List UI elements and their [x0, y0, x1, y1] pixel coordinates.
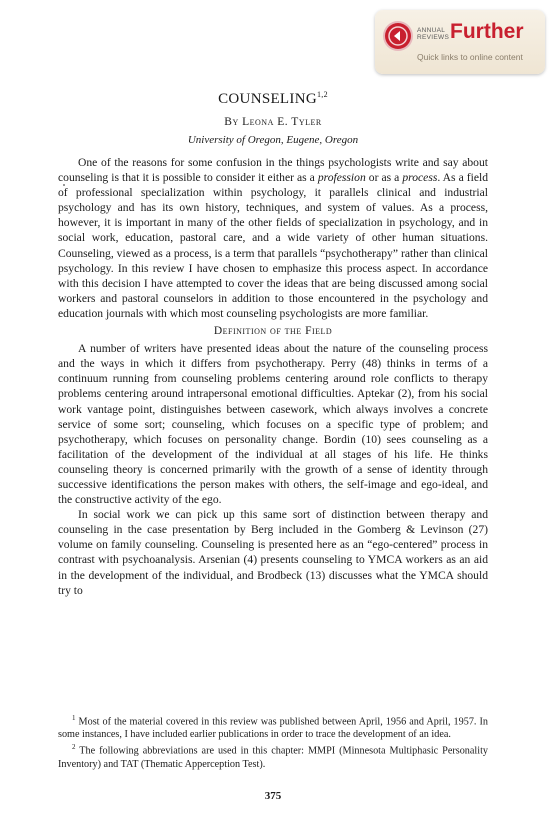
- further-badge[interactable]: [375, 10, 545, 74]
- badge-subtitle: Quick links to online content: [417, 52, 523, 62]
- article-title: [58, 90, 488, 108]
- page-number: 375: [264, 790, 282, 802]
- title-footnote-marks: 1,2: [316, 90, 328, 99]
- article-body: [58, 155, 488, 598]
- paragraph-intro-part-2: or as a: [365, 171, 403, 185]
- emphasis-process: process: [402, 171, 438, 185]
- badge-further-label: Further: [450, 20, 524, 43]
- footnote-2-mark: 2: [72, 743, 76, 752]
- footnote-2: [58, 741, 488, 770]
- badge-annual-label: ANNUAL: [417, 27, 446, 34]
- paragraph-intro-part-1: One of the reasons for some confusion in the things psychologists write and say about counseling is that it is possible to consider it either as a: [58, 156, 488, 185]
- footnote-1: [58, 712, 488, 741]
- badge-reviews-label: REVIEWS: [417, 34, 450, 41]
- article-title-text: COUNSELING: [218, 91, 317, 107]
- play-arrow-icon: [385, 23, 411, 49]
- footnotes: [58, 712, 488, 771]
- article-affiliation: University of Oregon, Eugene, Oregon: [187, 134, 359, 146]
- footnote-1-mark: 1: [72, 714, 76, 722]
- article-author: By Leona E. Tyler: [224, 116, 322, 128]
- footnote-1-text: Most of the material covered in this review was published between April, 1956 and April, 1957. In some instances, I have included earlier publications in order to trace the development of an idea.: [58, 716, 488, 741]
- paragraph-definition: A number of writers have presented ideas about the nature of the counseling process and the ways in which it differs from psychotherapy. Perry (48) thinks in terms of a continuum running from counseling problems centering around role conflicts to therapy problems centering around intrapersonal emotional difficulties. Aptekar (2), from his social work vantage point, distinguishes between casework, which always involves a concrete service of some sort; counseling, which focuses on a specific type of problem; and psychotherapy, which focuses on personality change. Bordin (10) sees counseling as a facilitation of the development of the individual at all stages of his life. He thinks counseling theory is concerned primarily with the growth of a sense of identity through successive identifications the person makes with others, the self-image and ego-ideal, and the constructive activity of the ego.: [58, 342, 488, 507]
- paragraph-social-work: In social work we can pick up this same sort of distinction between therapy and counseling in the case presentation by Berg included in the Gomberg & Levinson (27) volume on family counseling. Counseling is presented here as an “ego-centered” process in contrast with psychoanalysis. Arsenian (4) presents counseling to YMCA workers as an aid in the development of the individual, and Brodbeck (13) discusses what the YMCA should try to: [58, 508, 488, 597]
- paragraph-intro: [58, 155, 488, 321]
- section-heading: Definition of the Field: [213, 325, 333, 338]
- paragraph-intro-part-3: . As a field of professional specialization within psychology, it parallels clinical and industrial psychology and has its own history, techniques, and system of values. As a process, however, it is important in many of the other fields of specialization in psychology, and in social work, education, pastoral care, and a wide variety of other human situations. Counseling, viewed as a process, is a term that parallels “psychotherapy” rather than clinical psychology. In this review I have chosen to emphasize this process aspect. In accordance with this decision I have attempted to cover the ideas that are being discussed among social workers and pastoral counselors in addition to those encountered in the psychology and education journals with which most counseling psychologists are more familiar.: [58, 171, 488, 320]
- emphasis-profession: profession: [317, 171, 366, 185]
- badge-annual-reviews: [417, 27, 449, 41]
- footnote-2-text: The following abbreviations are used in this chapter: MMPI (Minnesota Multiphasic Personality Inventory) and TAT (Thematic Apperception Test).: [58, 745, 488, 770]
